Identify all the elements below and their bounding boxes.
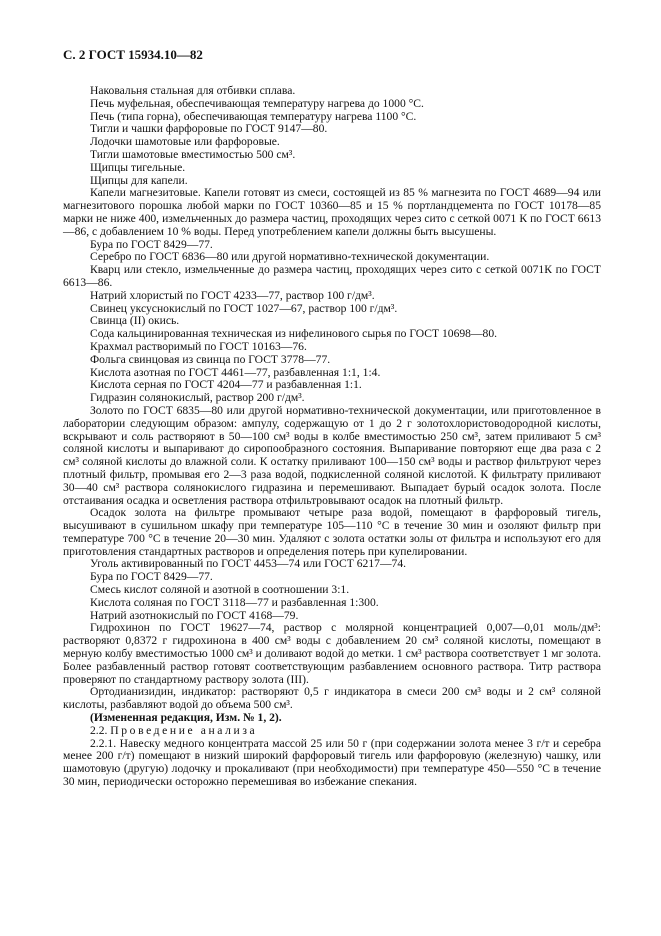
document-page [63, 47, 601, 789]
paragraph-text: Печь (типа горна), обеспечивающая температуру нагрева 1100 °С. [90, 109, 417, 123]
paragraph-text: Кислота соляная по ГОСТ 3118—77 и разбавленная 1:300. [90, 595, 379, 609]
paragraph-text: Щипцы для капели. [90, 173, 188, 187]
paragraph-text: Бура по ГОСТ 8429—77. [90, 570, 213, 584]
paragraph-text: Серебро по ГОСТ 6836—80 или другой нормативно-технической документации. [90, 250, 490, 264]
paragraph-text: Смесь кислот соляной и азотной в соотношении 3:1. [90, 583, 350, 597]
paragraph-text: Золото по ГОСТ 6835—80 или другой нормативно-технической документации, или приготовленное в лаборатории следующим образом: ампулу, содержащую от 1 до 2 г золотохлористоводородной кислоты, вскрывают и соль растворяют в 50—100 см³ воды в колбе вместимостью 250 см³, затем приливают 5 см³ соляной кислоты и выпаривают до сиропообразного состояния. Выпаривание повторяют еще два раза с 2 см³ соляной кислоты до влажной соли. К остатку приливают 100—150 см³ воды и раствор фильтруют через плотный фильтр, промывая его 2—3 раза водой, подкисленной соляной кислотой. К фильтрату приливают 30—40 см³ раствора солянокислого гидразина и перемешивают. Выпадает бурый осадок золота. После отстаивания осадка и осветления раствора отфильтровывают осадок на плотный фильтр. [63, 403, 601, 507]
paragraph [63, 686, 601, 712]
paragraph-text: Бура по ГОСТ 8429—77. [90, 237, 213, 251]
paragraph-text: Кварц или стекло, измельченные до размера частиц, проходящих через сито с сеткой 0071К по ГОСТ 6613—86. [63, 263, 601, 289]
paragraph-text: Гидрохинон по ГОСТ 19627—74, раствор с молярной концентрацией 0,007—0,01 моль/дм³: растворяют 0,8372 г гидрохинона в 400 см³ воды с добавлением 20 см³ соляной кислоты, помещают в мерную колбу вместимостью 1000 см³ и доливают водой до метки. 1 см³ раствора соответствует 1 мг золота. Более разбавленный раствор готовят соответствующим разбавлением основного раствора. Титр раствора проверяют по стандартному раствору золота (III). [63, 621, 601, 686]
paragraph-text: Лодочки шамотовые или фарфоровые. [90, 135, 280, 149]
paragraph-text: Гидразин солянокислый, раствор 200 г/дм³. [90, 391, 305, 405]
paragraph-text: Свинца (II) окись. [90, 314, 180, 328]
paragraph-text: Фольга свинцовая из свинца по ГОСТ 3778—77. [90, 352, 331, 366]
paragraph-text: Уголь активированный по ГОСТ 4453—74 или ГОСТ 6217—74. [90, 557, 407, 571]
paragraph-text: Кислота серная по ГОСТ 4204—77 и разбавленная 1:1. [90, 378, 362, 392]
paragraph-text: Тигли шамотовые вместимостью 500 см³. [90, 147, 296, 161]
paragraph-text: Натрий азотнокислый по ГОСТ 4168—79. [90, 608, 299, 622]
paragraph-text: Капели магнезитовые. Капели готовят из смеси, состоящей из 85 % магнезита по ГОСТ 4689—94 или магнезитового порошка любой марки по ГОСТ 10360—85 и 15 % портландцемента по ГОСТ 10178—85 марки не ниже 400, измельченных до размера частиц, проходящих через сито с сеткой 0071 К по ГОСТ 6613—86, с добавлением 10 % воды. Перед употреблением капели должны быть высушены. [63, 186, 601, 238]
page-header: С. 2 ГОСТ 15934.10—82 [63, 47, 203, 62]
paragraph-text: Печь муфельная, обеспечивающая температуру нагрева до 1000 °С. [90, 96, 424, 110]
paragraph-text: Тигли и чашки фарфоровые по ГОСТ 9147—80. [90, 122, 328, 136]
paragraph [63, 738, 601, 789]
paragraph [63, 264, 601, 290]
paragraph-text: Сода кальцинированная техническая из нифелинового сырья по ГОСТ 10698—80. [90, 327, 498, 341]
paragraph [63, 187, 601, 238]
section-title: Проведение анализа [110, 723, 258, 737]
paragraph-text: Осадок золота на фильтре промывают четыре раза водой, помещают в фарфоровый тигель, высушивают в сушильном шкафу при температуре 105—110 °С в течение 30 мин и озоляют фильтр при температуре 700 °С в течение 20—30 мин. Удаляют с золота остатки золы от фильтра и используют его для приготовления стандартных растворов и определения потерь при купелировании. [63, 506, 601, 558]
paragraph-text: 2.2.1. Навеску медного концентрата массой 25 или 50 г (при содержании золота менее 3 г/т и серебра менее 200 г/т) помещают в низкий широкий фарфоровый тигель или фарфоровую (железную) чашку, или шамотовую (другую) лодочку и прокаливают (при необходимости) при температуре 450—550 °С в течение 30 мин, периодически осторожно перемешивая во избежание спекания. [63, 736, 601, 789]
paragraph-text: Натрий хлористый по ГОСТ 4233—77, раствор 100 г/дм³. [90, 288, 375, 302]
paragraph [63, 405, 601, 507]
paragraph-text: Щипцы тигельные. [90, 160, 186, 174]
paragraph-text: Кислота азотная по ГОСТ 4461—77, разбавленная 1:1, 1:4. [90, 365, 381, 379]
paragraph [63, 622, 601, 686]
paragraph-text: Ортодианизидин, индикатор: растворяют 0,5 г индикатора в смеси 200 см³ воды и 2 см³ соляной кислоты, разбавляют водой до объема 500 см³. [63, 685, 601, 712]
paragraph-text: (Измененная редакция, Изм. № 1, 2). [90, 711, 282, 725]
document-body [63, 85, 601, 789]
paragraph-text: Крахмал растворимый по ГОСТ 10163—76. [90, 339, 307, 353]
paragraph-text: Наковальня стальная для отбивки сплава. [90, 84, 296, 97]
paragraph [63, 507, 601, 558]
paragraph-text: 2.2. [90, 723, 111, 737]
paragraph-text: Свинец уксуснокислый по ГОСТ 1027—67, раствор 100 г/дм³. [90, 301, 398, 315]
